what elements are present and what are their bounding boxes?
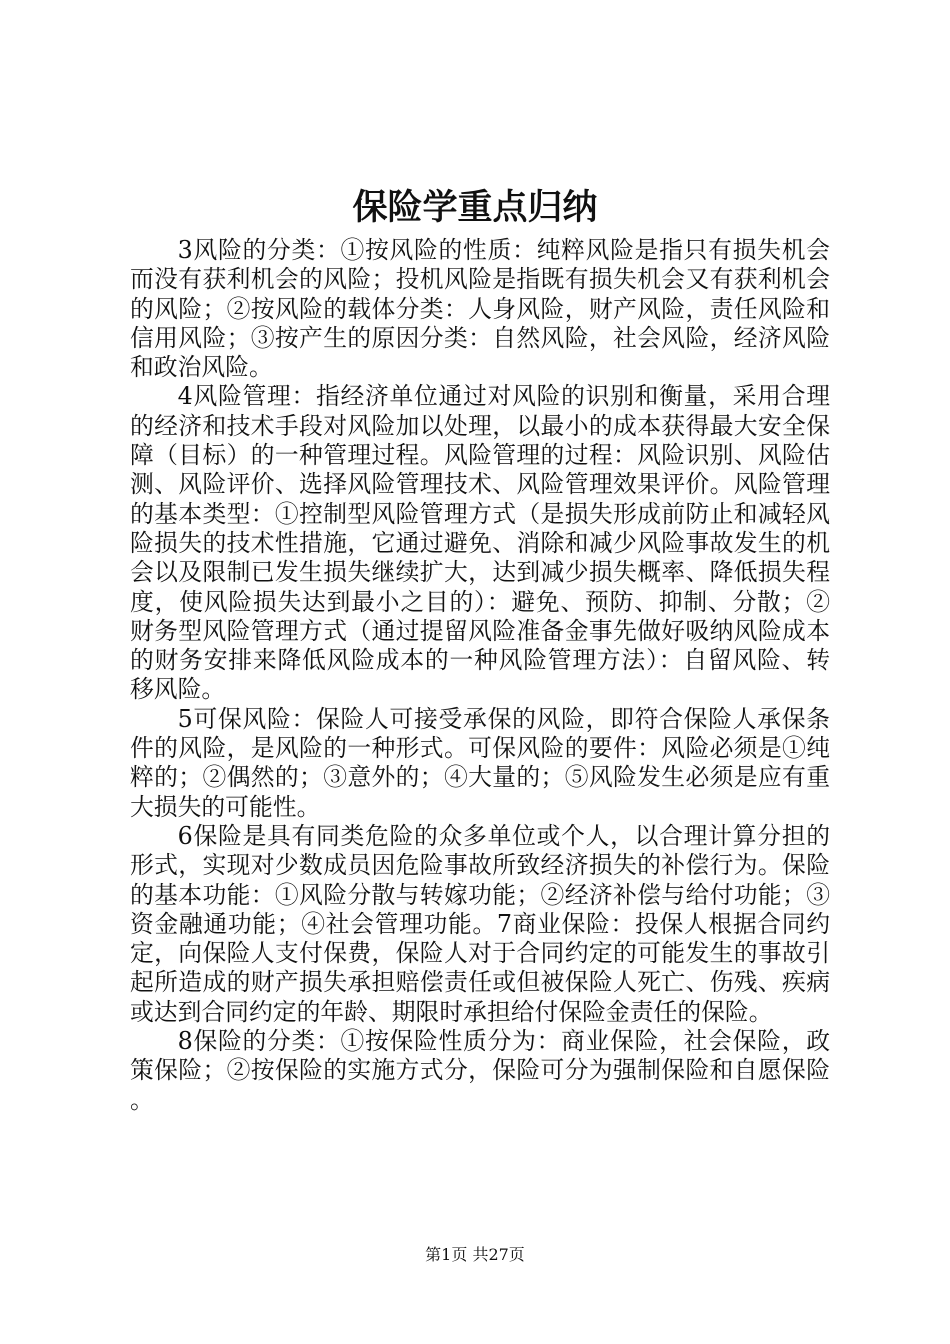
paragraph-insurable-risk: 5可保风险：保险人可接受承保的风险，即符合保险人承保条件的风险，是风险的一种形式。可保风险的要件：风险必须是①纯粹的；②偶然的；③意外的；④大量的；⑤风险发生必须是应有重大损失的可能性。 — [130, 704, 830, 821]
page-number-footer: 第1页 共27页 — [425, 1245, 525, 1264]
page-title: 保险学重点归纳 — [352, 188, 598, 228]
document-body — [130, 236, 830, 1115]
paragraph-insurance-classification: 8保险的分类：①按保险性质分为：商业保险，社会保险，政策保险；②按保险的实施方式分，保险可分为强制保险和自愿保险。 — [130, 1027, 830, 1114]
paragraph-insurance-definition: 6保险是具有同类危险的众多单位或个人，以合理计算分担的形式，实现对少数成员因危险事故所致经济损失的补偿行为。保险的基本功能：①风险分散与转嫁功能；②经济补偿与给付功能；③资金融通功能；④社会管理功能。7商业保险：投保人根据合同约定，向保险人支付保费，保险人对于合同约定的可能发生的事故引起所造成的财产损失承担赔偿责任或但被保险人死亡、伤残、疾病或达到合同约定的年龄、期限时承担给付保险金责任的保险。 — [130, 821, 830, 1026]
paragraph-risk-classification: 3风险的分类：①按风险的性质：纯粹风险是指只有损失机会而没有获利机会的风险；投机风险是指既有损失机会又有获利机会的风险；②按风险的载体分类：人身风险，财产风险，责任风险和信用风险；③按产生的原因分类：自然风险，社会风险，经济风险和政治风险。 — [130, 236, 830, 382]
paragraph-risk-management: 4风险管理：指经济单位通过对风险的识别和衡量，采用合理的经济和技术手段对风险加以处理，以最小的成本获得最大安全保障（目标）的一种管理过程。风险管理的过程：风险识别、风险估测、风险评价、选择风险管理技术、风险管理效果评价。风险管理的基本类型：①控制型风险管理方式（是损失形成前防止和减轻风险损失的技术性措施，它通过避免、消除和减少风险事故发生的机会以及限制已发生损失继续扩大，达到减少损失概率、降低损失程度，使风险损失达到最小之目的）：避免、预防、抑制、分散；②财务型风险管理方式（通过提留风险准备金事先做好吸纳风险成本的财务安排来降低风险成本的一种风险管理方法）：自留风险、转移风险。 — [130, 382, 830, 704]
